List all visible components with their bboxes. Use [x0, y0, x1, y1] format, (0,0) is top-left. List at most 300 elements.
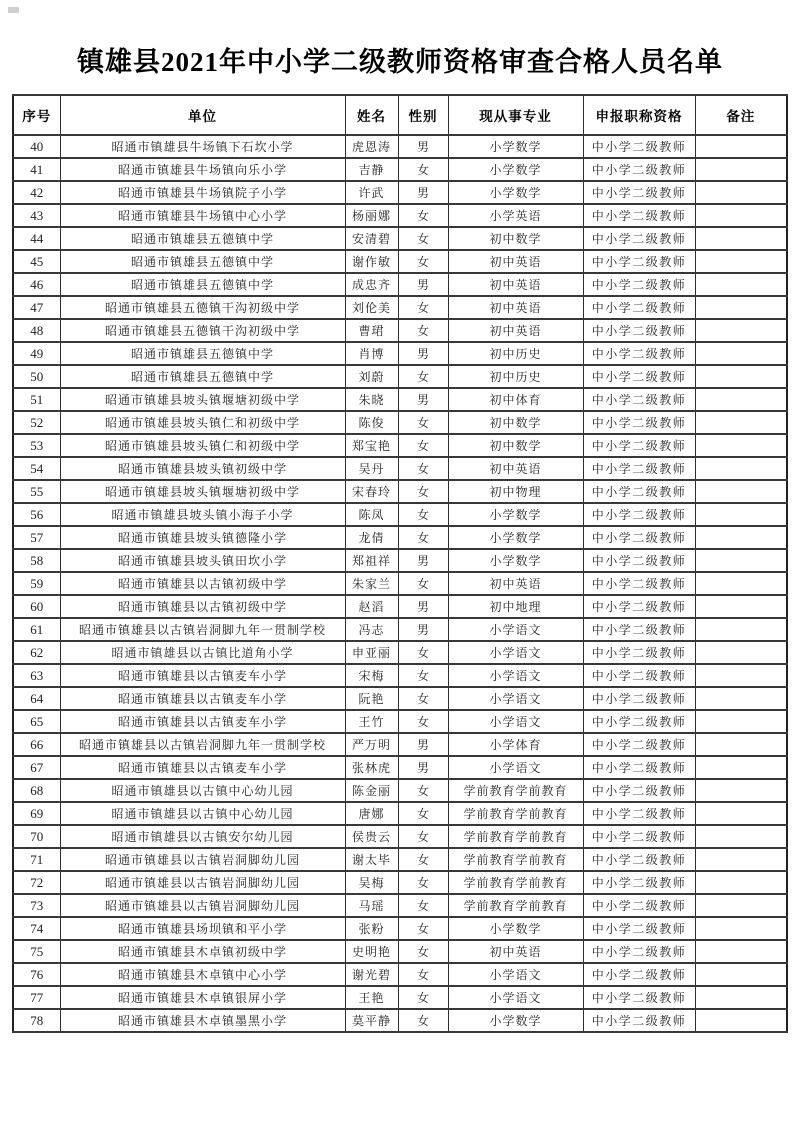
- cell-name: 侯贵云: [345, 825, 398, 848]
- cell-remark: [695, 664, 787, 687]
- cell-gender: 女: [398, 917, 448, 940]
- cell-gender: 女: [398, 1009, 448, 1032]
- cell-profession: 小学数学: [448, 917, 583, 940]
- cell-remark: [695, 618, 787, 641]
- cell-unit: 昭通市镇雄县牛场镇院子小学: [60, 181, 345, 204]
- cell-qualification: 中小学二级教师: [583, 733, 695, 756]
- cell-remark: [695, 963, 787, 986]
- cell-serial: 64: [13, 687, 60, 710]
- cell-unit: 昭通市镇雄县以古镇岩洞脚幼儿园: [60, 871, 345, 894]
- cell-name: 史明艳: [345, 940, 398, 963]
- cell-serial: 54: [13, 457, 60, 480]
- cell-remark: [695, 411, 787, 434]
- cell-name: 曹珺: [345, 319, 398, 342]
- cell-name: 陈凤: [345, 503, 398, 526]
- cell-gender: 女: [398, 457, 448, 480]
- header-profession: 现从事专业: [448, 95, 583, 135]
- personnel-table: [12, 94, 788, 1033]
- cell-gender: 女: [398, 894, 448, 917]
- table-row: [13, 549, 787, 572]
- cell-profession: 初中英语: [448, 273, 583, 296]
- cell-gender: 女: [398, 963, 448, 986]
- table-row: [13, 250, 787, 273]
- cell-name: 马瑶: [345, 894, 398, 917]
- cell-serial: 78: [13, 1009, 60, 1032]
- cell-profession: 初中物理: [448, 480, 583, 503]
- cell-serial: 47: [13, 296, 60, 319]
- cell-unit: 昭通市镇雄县以古镇岩洞脚九年一贯制学校: [60, 618, 345, 641]
- cell-unit: 昭通市镇雄县木卓镇银屏小学: [60, 986, 345, 1009]
- cell-qualification: 中小学二级教师: [583, 1009, 695, 1032]
- table-row: [13, 917, 787, 940]
- cell-qualification: 中小学二级教师: [583, 825, 695, 848]
- cell-serial: 65: [13, 710, 60, 733]
- cell-serial: 40: [13, 135, 60, 158]
- cell-gender: 男: [398, 756, 448, 779]
- cell-serial: 48: [13, 319, 60, 342]
- cell-name: 谢太毕: [345, 848, 398, 871]
- table-row: [13, 779, 787, 802]
- table-row: [13, 802, 787, 825]
- cell-profession: 小学体育: [448, 733, 583, 756]
- cell-remark: [695, 848, 787, 871]
- table-row: [13, 618, 787, 641]
- cell-remark: [695, 733, 787, 756]
- cell-unit: 昭通市镇雄县五德镇干沟初级中学: [60, 319, 345, 342]
- cell-gender: 女: [398, 319, 448, 342]
- table-row: [13, 940, 787, 963]
- cell-name: 吴梅: [345, 871, 398, 894]
- cell-unit: 昭通市镇雄县坡头镇德隆小学: [60, 526, 345, 549]
- cell-serial: 42: [13, 181, 60, 204]
- cell-serial: 68: [13, 779, 60, 802]
- table-row: [13, 664, 787, 687]
- table-row: [13, 595, 787, 618]
- cell-remark: [695, 687, 787, 710]
- cell-qualification: 中小学二级教师: [583, 710, 695, 733]
- cell-serial: 66: [13, 733, 60, 756]
- cell-name: 谢光碧: [345, 963, 398, 986]
- table-row: [13, 204, 787, 227]
- cell-remark: [695, 871, 787, 894]
- cell-qualification: 中小学二级教师: [583, 365, 695, 388]
- cell-name: 吉静: [345, 158, 398, 181]
- cell-unit: 昭通市镇雄县以古镇初级中学: [60, 572, 345, 595]
- cell-unit: 昭通市镇雄县木卓镇初级中学: [60, 940, 345, 963]
- cell-profession: 学前教育学前教育: [448, 825, 583, 848]
- cell-serial: 44: [13, 227, 60, 250]
- cell-profession: 学前教育学前教育: [448, 779, 583, 802]
- cell-profession: 小学语文: [448, 710, 583, 733]
- cell-remark: [695, 825, 787, 848]
- cell-gender: 女: [398, 365, 448, 388]
- cell-gender: 男: [398, 342, 448, 365]
- cell-name: 王竹: [345, 710, 398, 733]
- header-unit: 单位: [60, 95, 345, 135]
- table-row: [13, 894, 787, 917]
- table-row: [13, 365, 787, 388]
- cell-name: 虎恩涛: [345, 135, 398, 158]
- cell-profession: 初中英语: [448, 457, 583, 480]
- cell-qualification: 中小学二级教师: [583, 158, 695, 181]
- table-row: [13, 572, 787, 595]
- cell-profession: 小学数学: [448, 549, 583, 572]
- cell-unit: 昭通市镇雄县坡头镇初级中学: [60, 457, 345, 480]
- cell-qualification: 中小学二级教师: [583, 664, 695, 687]
- cell-unit: 昭通市镇雄县木卓镇中心小学: [60, 963, 345, 986]
- cell-gender: 女: [398, 802, 448, 825]
- cell-unit: 昭通市镇雄县牛场镇中心小学: [60, 204, 345, 227]
- cell-serial: 46: [13, 273, 60, 296]
- cell-remark: [695, 779, 787, 802]
- cell-remark: [695, 365, 787, 388]
- cell-qualification: 中小学二级教师: [583, 227, 695, 250]
- cell-qualification: 中小学二级教师: [583, 434, 695, 457]
- cell-qualification: 中小学二级教师: [583, 296, 695, 319]
- cell-serial: 53: [13, 434, 60, 457]
- cell-remark: [695, 1009, 787, 1032]
- cell-unit: 昭通市镇雄县坡头镇仁和初级中学: [60, 411, 345, 434]
- cell-serial: 76: [13, 963, 60, 986]
- cell-profession: 小学数学: [448, 503, 583, 526]
- cell-gender: 男: [398, 618, 448, 641]
- cell-qualification: 中小学二级教师: [583, 503, 695, 526]
- cell-profession: 初中英语: [448, 319, 583, 342]
- cell-gender: 女: [398, 503, 448, 526]
- cell-profession: 小学英语: [448, 204, 583, 227]
- cell-serial: 51: [13, 388, 60, 411]
- cell-gender: 女: [398, 526, 448, 549]
- cell-unit: 昭通市镇雄县以古镇麦车小学: [60, 756, 345, 779]
- cell-remark: [695, 595, 787, 618]
- cell-remark: [695, 296, 787, 319]
- cell-qualification: 中小学二级教师: [583, 526, 695, 549]
- table-row: [13, 687, 787, 710]
- table-row: [13, 434, 787, 457]
- cell-gender: 女: [398, 411, 448, 434]
- cell-remark: [695, 549, 787, 572]
- cell-serial: 67: [13, 756, 60, 779]
- cell-remark: [695, 158, 787, 181]
- cell-name: 安清碧: [345, 227, 398, 250]
- cell-serial: 57: [13, 526, 60, 549]
- cell-qualification: 中小学二级教师: [583, 618, 695, 641]
- cell-qualification: 中小学二级教师: [583, 779, 695, 802]
- cell-remark: [695, 273, 787, 296]
- cell-name: 宋春玲: [345, 480, 398, 503]
- cell-unit: 昭通市镇雄县坡头镇仁和初级中学: [60, 434, 345, 457]
- cell-name: 莫平静: [345, 1009, 398, 1032]
- cell-unit: 昭通市镇雄县五德镇干沟初级中学: [60, 296, 345, 319]
- cell-qualification: 中小学二级教师: [583, 963, 695, 986]
- cell-gender: 女: [398, 986, 448, 1009]
- cell-gender: 女: [398, 710, 448, 733]
- header-serial: 序号: [13, 95, 60, 135]
- cell-remark: [695, 802, 787, 825]
- cell-gender: 女: [398, 664, 448, 687]
- cell-name: 郑宝艳: [345, 434, 398, 457]
- cell-name: 王艳: [345, 986, 398, 1009]
- cell-serial: 43: [13, 204, 60, 227]
- page-title: 镇雄县2021年中小学二级教师资格审查合格人员名单: [77, 47, 723, 77]
- cell-unit: 昭通市镇雄县五德镇中学: [60, 227, 345, 250]
- cell-serial: 59: [13, 572, 60, 595]
- cell-serial: 77: [13, 986, 60, 1009]
- cell-serial: 49: [13, 342, 60, 365]
- cell-unit: 昭通市镇雄县以古镇中心幼儿园: [60, 779, 345, 802]
- cell-serial: 52: [13, 411, 60, 434]
- cell-unit: 昭通市镇雄县以古镇麦车小学: [60, 710, 345, 733]
- cell-qualification: 中小学二级教师: [583, 687, 695, 710]
- cell-profession: 小学语文: [448, 641, 583, 664]
- table-row: [13, 986, 787, 1009]
- header-remark: 备注: [695, 95, 787, 135]
- cell-remark: [695, 572, 787, 595]
- cell-remark: [695, 388, 787, 411]
- cell-profession: 小学语文: [448, 687, 583, 710]
- cell-name: 许武: [345, 181, 398, 204]
- cell-unit: 昭通市镇雄县坡头镇小海子小学: [60, 503, 345, 526]
- header-name: 姓名: [345, 95, 398, 135]
- cell-gender: 女: [398, 572, 448, 595]
- cell-name: 杨丽娜: [345, 204, 398, 227]
- cell-remark: [695, 641, 787, 664]
- cell-gender: 女: [398, 296, 448, 319]
- cell-remark: [695, 181, 787, 204]
- cell-remark: [695, 480, 787, 503]
- cell-profession: 学前教育学前教育: [448, 871, 583, 894]
- header-gender: 性别: [398, 95, 448, 135]
- table-row: [13, 871, 787, 894]
- cell-remark: [695, 319, 787, 342]
- table-row: [13, 342, 787, 365]
- cell-gender: 女: [398, 434, 448, 457]
- cell-unit: 昭通市镇雄县五德镇中学: [60, 250, 345, 273]
- cell-gender: 女: [398, 227, 448, 250]
- cell-gender: 女: [398, 480, 448, 503]
- cell-profession: 初中体育: [448, 388, 583, 411]
- cell-gender: 男: [398, 733, 448, 756]
- cell-unit: 昭通市镇雄县以古镇比道角小学: [60, 641, 345, 664]
- cell-unit: 昭通市镇雄县以古镇麦车小学: [60, 687, 345, 710]
- cell-gender: 男: [398, 595, 448, 618]
- cell-unit: 昭通市镇雄县牛场镇下石坎小学: [60, 135, 345, 158]
- cell-serial: 58: [13, 549, 60, 572]
- cell-profession: 学前教育学前教育: [448, 848, 583, 871]
- cell-name: 赵滔: [345, 595, 398, 618]
- cell-gender: 女: [398, 687, 448, 710]
- table-row: [13, 158, 787, 181]
- cell-name: 郑祖祥: [345, 549, 398, 572]
- cell-serial: 50: [13, 365, 60, 388]
- cell-profession: 初中数学: [448, 411, 583, 434]
- table-row: [13, 457, 787, 480]
- cell-unit: 昭通市镇雄县木卓镇墨黑小学: [60, 1009, 345, 1032]
- cell-name: 宋梅: [345, 664, 398, 687]
- cell-unit: 昭通市镇雄县以古镇麦车小学: [60, 664, 345, 687]
- table-row: [13, 135, 787, 158]
- cell-serial: 75: [13, 940, 60, 963]
- cell-name: 成忠齐: [345, 273, 398, 296]
- cell-profession: 小学数学: [448, 135, 583, 158]
- cell-profession: 小学数学: [448, 1009, 583, 1032]
- cell-gender: 女: [398, 641, 448, 664]
- cell-remark: [695, 250, 787, 273]
- table-row: [13, 733, 787, 756]
- cell-profession: 初中英语: [448, 572, 583, 595]
- cell-qualification: 中小学二级教师: [583, 871, 695, 894]
- cell-serial: 72: [13, 871, 60, 894]
- table-row: [13, 848, 787, 871]
- table-row: [13, 1009, 787, 1032]
- cell-qualification: 中小学二级教师: [583, 572, 695, 595]
- table-header-row: [13, 95, 787, 135]
- cell-name: 陈金丽: [345, 779, 398, 802]
- cell-remark: [695, 917, 787, 940]
- cell-remark: [695, 227, 787, 250]
- cell-remark: [695, 526, 787, 549]
- cell-serial: 69: [13, 802, 60, 825]
- cell-unit: 昭通市镇雄县以古镇岩洞脚幼儿园: [60, 894, 345, 917]
- cell-gender: 女: [398, 940, 448, 963]
- cell-gender: 女: [398, 779, 448, 802]
- table-row: [13, 526, 787, 549]
- cell-remark: [695, 135, 787, 158]
- cell-profession: 初中历史: [448, 365, 583, 388]
- cell-profession: 小学语文: [448, 963, 583, 986]
- table-body: [13, 135, 787, 1032]
- cell-qualification: 中小学二级教师: [583, 595, 695, 618]
- cell-remark: [695, 204, 787, 227]
- cell-name: 肖博: [345, 342, 398, 365]
- cell-serial: 56: [13, 503, 60, 526]
- cell-remark: [695, 940, 787, 963]
- cell-profession: 小学语文: [448, 756, 583, 779]
- table-row: [13, 319, 787, 342]
- table-row: [13, 227, 787, 250]
- cell-profession: 小学语文: [448, 664, 583, 687]
- cell-gender: 男: [398, 549, 448, 572]
- cell-name: 朱家兰: [345, 572, 398, 595]
- cell-serial: 60: [13, 595, 60, 618]
- cell-profession: 初中数学: [448, 227, 583, 250]
- cell-remark: [695, 710, 787, 733]
- cell-qualification: 中小学二级教师: [583, 273, 695, 296]
- cell-gender: 女: [398, 871, 448, 894]
- cell-name: 阮艳: [345, 687, 398, 710]
- cell-qualification: 中小学二级教师: [583, 641, 695, 664]
- cell-unit: 昭通市镇雄县场坝镇和平小学: [60, 917, 345, 940]
- cell-qualification: 中小学二级教师: [583, 181, 695, 204]
- cell-name: 谢作敏: [345, 250, 398, 273]
- table-row: [13, 641, 787, 664]
- header-qualification: 申报职称资格: [583, 95, 695, 135]
- cell-qualification: 中小学二级教师: [583, 342, 695, 365]
- cell-unit: 昭通市镇雄县以古镇岩洞脚九年一贯制学校: [60, 733, 345, 756]
- cell-remark: [695, 342, 787, 365]
- cell-remark: [695, 894, 787, 917]
- table-row: [13, 710, 787, 733]
- cell-gender: 男: [398, 181, 448, 204]
- cell-serial: 74: [13, 917, 60, 940]
- header-row: [13, 95, 787, 135]
- cell-qualification: 中小学二级教师: [583, 204, 695, 227]
- cell-serial: 63: [13, 664, 60, 687]
- cell-qualification: 中小学二级教师: [583, 388, 695, 411]
- cell-serial: 70: [13, 825, 60, 848]
- cell-unit: 昭通市镇雄县坡头镇田坎小学: [60, 549, 345, 572]
- cell-serial: 73: [13, 894, 60, 917]
- cell-qualification: 中小学二级教师: [583, 319, 695, 342]
- cell-qualification: 中小学二级教师: [583, 848, 695, 871]
- cell-unit: 昭通市镇雄县五德镇中学: [60, 365, 345, 388]
- cell-name: 唐娜: [345, 802, 398, 825]
- cell-profession: 小学数学: [448, 158, 583, 181]
- cell-qualification: 中小学二级教师: [583, 549, 695, 572]
- cell-profession: 初中地理: [448, 595, 583, 618]
- cell-gender: 女: [398, 848, 448, 871]
- cell-gender: 女: [398, 204, 448, 227]
- scan-artifact: [8, 7, 19, 13]
- cell-qualification: 中小学二级教师: [583, 986, 695, 1009]
- cell-profession: 初中历史: [448, 342, 583, 365]
- cell-remark: [695, 756, 787, 779]
- cell-profession: 小学语文: [448, 986, 583, 1009]
- cell-name: 龙倩: [345, 526, 398, 549]
- table-row: [13, 181, 787, 204]
- cell-name: 刘伦美: [345, 296, 398, 319]
- table-row: [13, 411, 787, 434]
- cell-name: 陈俊: [345, 411, 398, 434]
- cell-profession: 初中英语: [448, 940, 583, 963]
- cell-qualification: 中小学二级教师: [583, 411, 695, 434]
- cell-gender: 女: [398, 158, 448, 181]
- cell-qualification: 中小学二级教师: [583, 802, 695, 825]
- cell-qualification: 中小学二级教师: [583, 480, 695, 503]
- table-row: [13, 388, 787, 411]
- cell-name: 刘蔚: [345, 365, 398, 388]
- cell-name: 申亚丽: [345, 641, 398, 664]
- table-row: [13, 480, 787, 503]
- cell-name: 冯志: [345, 618, 398, 641]
- cell-qualification: 中小学二级教师: [583, 135, 695, 158]
- cell-gender: 女: [398, 250, 448, 273]
- cell-serial: 61: [13, 618, 60, 641]
- cell-qualification: 中小学二级教师: [583, 894, 695, 917]
- table-row: [13, 825, 787, 848]
- table-row: [13, 296, 787, 319]
- cell-unit: 昭通市镇雄县牛场镇向乐小学: [60, 158, 345, 181]
- cell-profession: 小学数学: [448, 526, 583, 549]
- cell-serial: 41: [13, 158, 60, 181]
- cell-unit: 昭通市镇雄县坡头镇堰塘初级中学: [60, 480, 345, 503]
- cell-unit: 昭通市镇雄县五德镇中学: [60, 342, 345, 365]
- cell-profession: 小学数学: [448, 181, 583, 204]
- table-row: [13, 963, 787, 986]
- cell-remark: [695, 457, 787, 480]
- cell-profession: 初中英语: [448, 250, 583, 273]
- cell-unit: 昭通市镇雄县以古镇安尔幼儿园: [60, 825, 345, 848]
- cell-qualification: 中小学二级教师: [583, 756, 695, 779]
- cell-gender: 男: [398, 273, 448, 296]
- cell-unit: 昭通市镇雄县以古镇岩洞脚幼儿园: [60, 848, 345, 871]
- cell-name: 严万明: [345, 733, 398, 756]
- cell-remark: [695, 503, 787, 526]
- cell-unit: 昭通市镇雄县五德镇中学: [60, 273, 345, 296]
- cell-profession: 小学语文: [448, 618, 583, 641]
- cell-qualification: 中小学二级教师: [583, 940, 695, 963]
- cell-profession: 初中英语: [448, 296, 583, 319]
